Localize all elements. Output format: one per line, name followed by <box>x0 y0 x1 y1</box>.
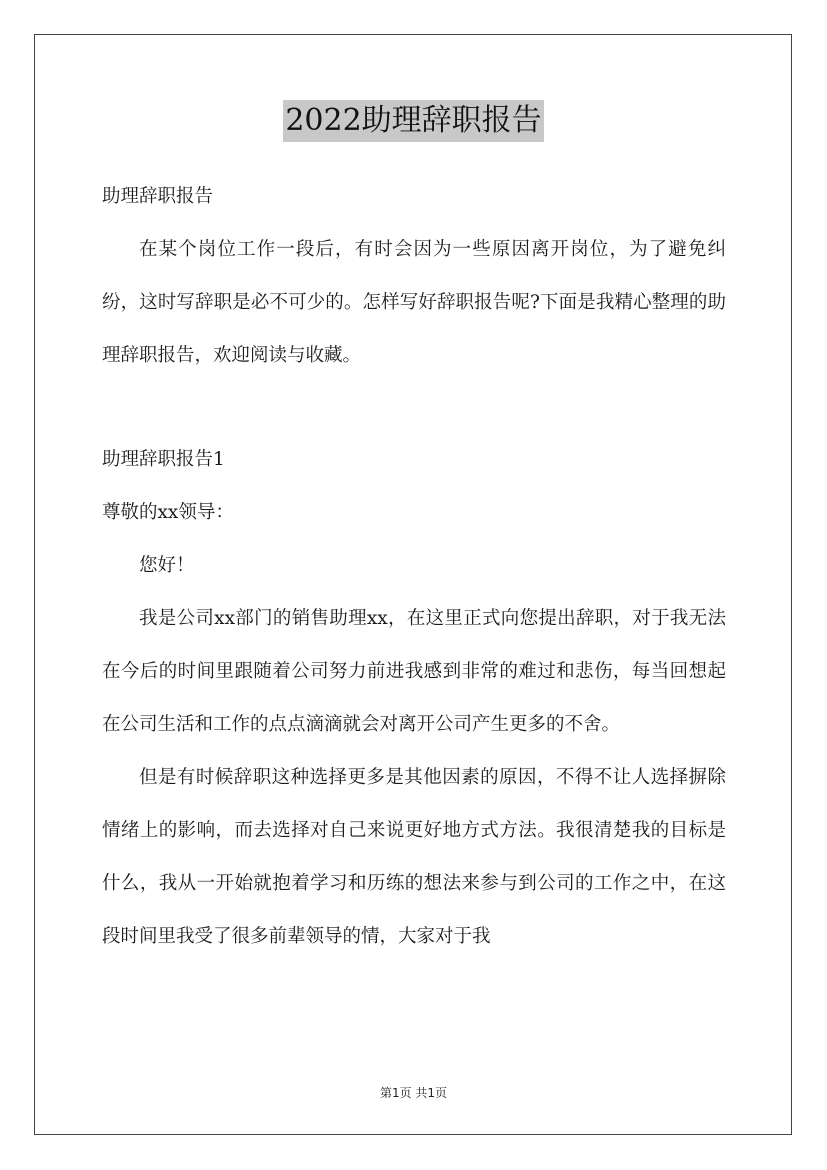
intro-paragraph: 在某个岗位工作一段后，有时会因为一些原因离开岗位，为了避免纠纷，这时写辞职是必不可少的。怎样写好辞职报告呢?下面是我精心整理的助理辞职报告，欢迎阅读与收藏。 <box>102 239 726 366</box>
section-heading: 助理辞职报告1 <box>102 449 225 470</box>
body-paragraph-2: 但是有时候辞职这种选择更多是其他因素的原因，不得不让人选择摒除情绪上的影响，而去选择对自己来说更好地方式方法。我很清楚我的目标是什么，我从一开始就抱着学习和历练的想法来参与到公司的工作之中，在这段时间里我受了很多前辈领导的情，大家对于我 <box>102 767 726 947</box>
document-title: 2022助理辞职报告 <box>283 100 543 142</box>
document-body <box>102 170 726 963</box>
greeting: 您好！ <box>139 555 195 576</box>
body-paragraph-1: 我是公司xx部门的销售助理xx，在这里正式向您提出辞职，对于我无法在今后的时间里跟随着公司努力前进我感到非常的难过和悲伤，每当回想起在公司生活和工作的点点滴滴就会对离开公司产生更多的不舍。 <box>102 608 726 735</box>
salutation: 尊敬的xx领导： <box>102 502 234 523</box>
page-number: 第1页 共1页 <box>379 1086 448 1100</box>
page-footer <box>0 1084 827 1101</box>
section-spacer <box>102 382 726 433</box>
title-container <box>0 100 827 142</box>
document-subtitle: 助理辞职报告 <box>102 186 214 207</box>
